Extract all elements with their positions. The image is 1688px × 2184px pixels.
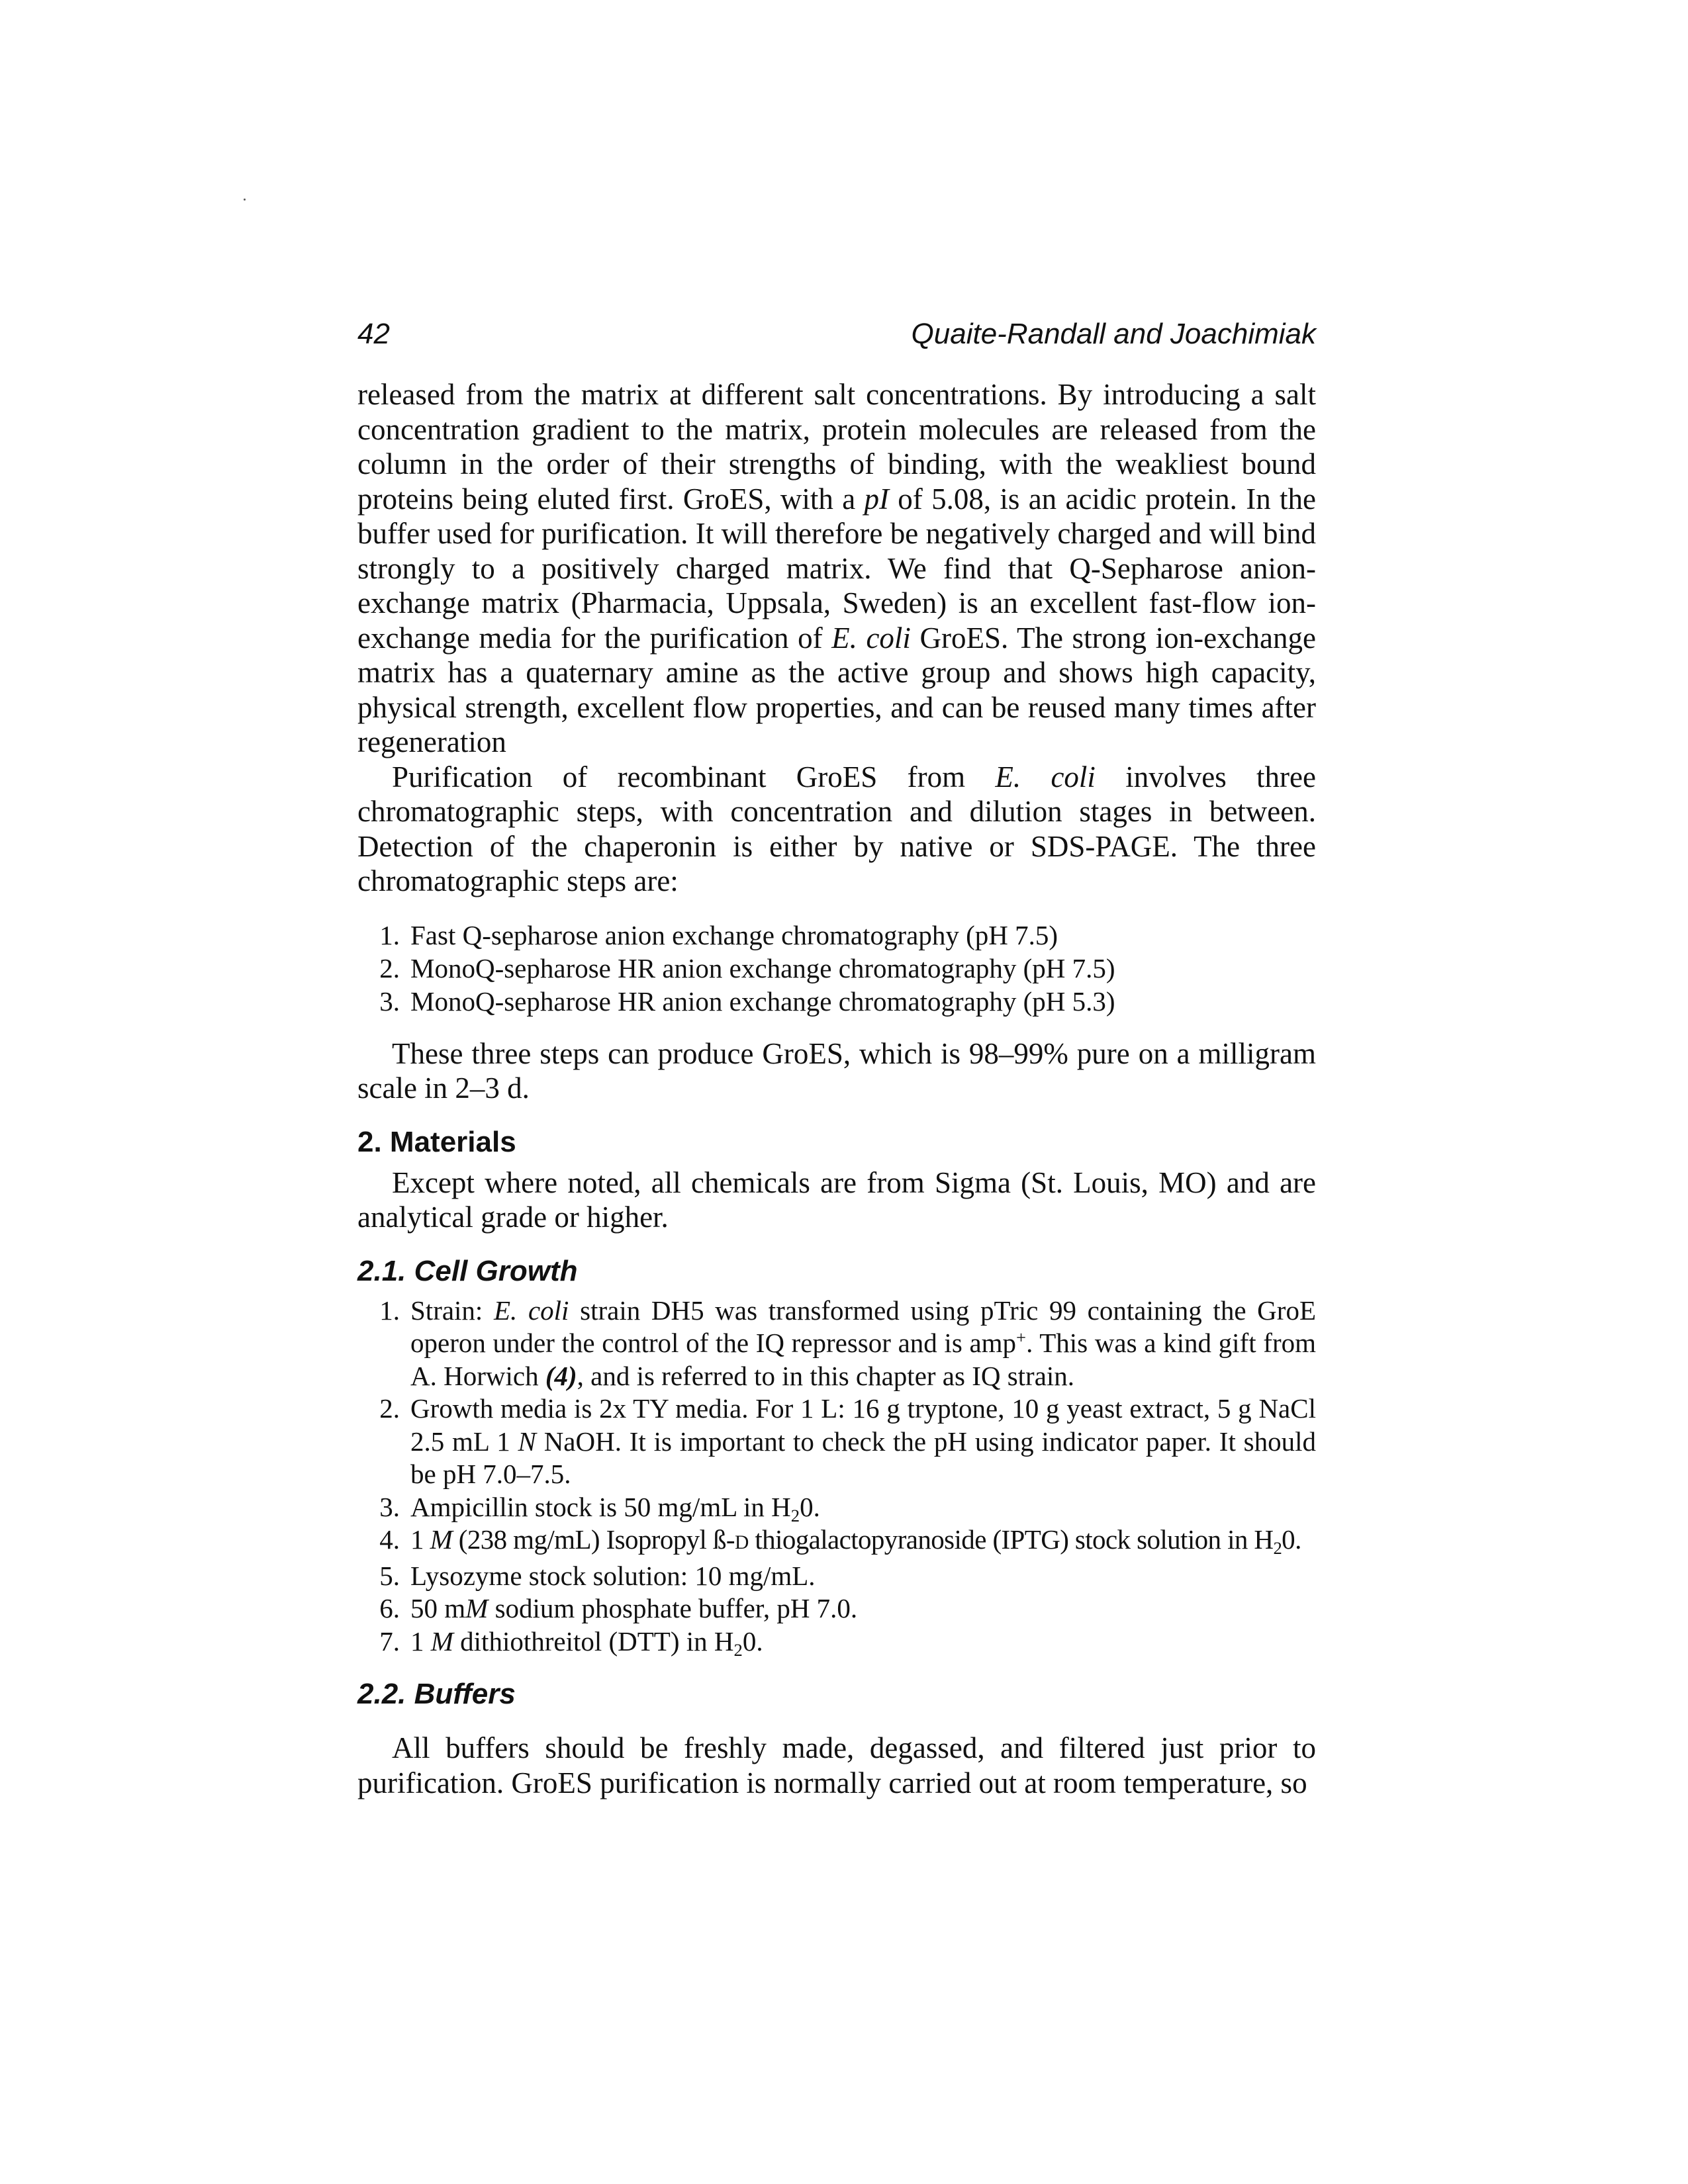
list-item: 3. MonoQ-sepharose HR anion exchange chromatography (pH 5.3)	[379, 985, 1115, 1017]
intro-paragraph-2: Purification of recombinant GroES from E. coli involves three chromatographic steps, with concentration and dilution stages in between. Detection of the chaperonin is either by native or SDS-PAGE. The three chromatographic steps are:	[357, 760, 1316, 897]
list-item: 1. Fast Q-sepharose anion exchange chromatography (pH 7.5)	[379, 919, 1058, 950]
cell-growth-list	[357, 1295, 1316, 1659]
running-head	[357, 316, 1316, 352]
chromatography-steps-list	[357, 919, 1316, 1018]
list-item: 1. Strain: E. coli strain DH5 was transformed using pTric 99 containing the GroE operon under the control of the IQ repressor and is amp+. This was a kind gift from A. Horwich (4), and is referred to in this chapter as IQ strain.	[379, 1295, 1316, 1391]
page-number: 42	[357, 318, 390, 350]
scan-speck	[244, 199, 246, 201]
materials-paragraph: Except where noted, all chemicals are from Sigma (St. Louis, MO) and are analytical grade or higher.	[357, 1165, 1316, 1234]
subsection-heading-cell-growth: 2.1. Cell Growth	[357, 1254, 578, 1287]
subsection-heading-buffers: 2.2. Buffers	[357, 1678, 516, 1710]
list-item: 2. Growth media is 2x TY media. For 1 L: 16 g tryptone, 10 g yeast extract, 5 g NaCl 2.5 mL 1 N NaOH. It is important to check the pH using indicator paper. It should be pH 7.0–7.5.	[379, 1393, 1316, 1489]
list-item: 4. 1 M (238 mg/mL) Isopropyl ß-D thiogalactopyranoside (IPTG) stock solution in $H_20$.	[379, 1524, 1301, 1558]
intro-paragraph-1: released from the matrix at different salt concentrations. By introducing a salt concentration gradient to the matrix, protein molecules are released from the column in the order of their strengths of binding, with the weakliest bound proteins being eluted first. GroES, with a pI of 5.08, is an acidic protein. In the buffer used for purification. It will therefore be negatively charged and will bind strongly to a positively charged matrix. We find that Q-Sepharose anion-exchange matrix (Pharmacia, Uppsala, Sweden) is an excellent fast-flow ion-exchange media for the purification of E. coli GroES. The strong ion-exchange matrix has a quaternary amine as the active group and shows high capacity, physical strength, excellent flow properties, and can be reused many times after regeneration	[357, 378, 1317, 758]
list-item: 7. 1 M dithiothreitol (DTT) in $H_20$.	[379, 1625, 763, 1660]
list-item: 5. Lysozyme stock solution: 10 mg/mL.	[379, 1560, 816, 1591]
list-item: 2. MonoQ-sepharose HR anion exchange chromatography (pH 7.5)	[379, 952, 1115, 983]
buffers-paragraph: All buffers should be freshly made, degassed, and filtered just prior to purification. GroES purification is normally carried out at room temperature, so	[357, 1731, 1316, 1799]
section-heading-materials: 2. Materials	[357, 1125, 516, 1158]
page-body	[357, 316, 1316, 1800]
intro-paragraph-3: These three steps can produce GroES, which is 98–99% pure on a milligram scale in 2–3 d.	[357, 1036, 1316, 1105]
list-item: 3. Ampicillin stock is 50 mg/mL in $H_20$.	[379, 1491, 820, 1525]
running-head-authors: Quaite-Randall and Joachimiak	[911, 318, 1316, 350]
list-item: 6. 50 mM sodium phosphate buffer, pH 7.0.	[379, 1593, 858, 1623]
